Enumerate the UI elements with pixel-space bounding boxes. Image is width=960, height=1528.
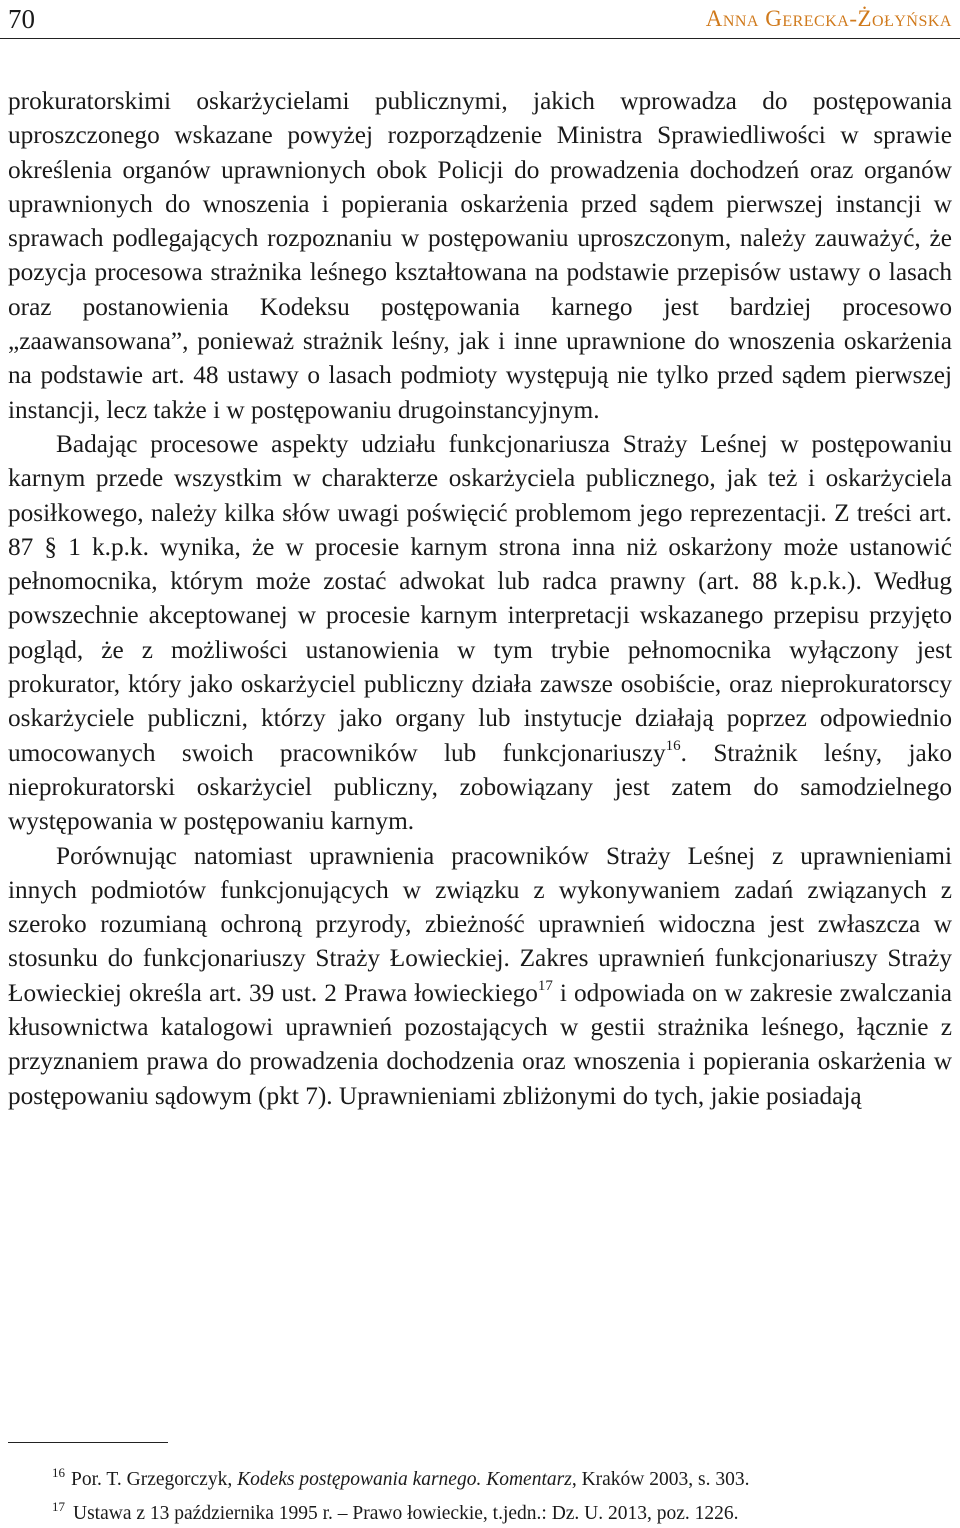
- footnote-number-16: 16: [52, 1465, 65, 1480]
- paragraph-1-text: prokuratorskimi oskarżycielami publicznymi, jakich wprowadza do postępowania uproszczonego wskazane powyżej rozporządzenie Ministra Sprawiedliwości w sprawie określenia organów uprawnionych obok Policji do prowadzenia dochodzeń oraz organów uprawnionych do wnoszenia i popierania oskarżenia przed sądem pierwszej instancji w sprawach podlegających rozpoznaniu w postępowaniu uproszczonym, należy zauważyć, że pozycja procesowa strażnika leśnego kształtowana na podstawie przepisów ustawy o lasach oraz postanowienia Kodeksu postępowania karnego jest bardziej procesowo „zaawansowana”, ponieważ strażnik leśny, jak i inne uprawnione do wnoszenia oskarżenia na podstawie art. 48 ustawy o lasach podmioty występują nie tylko przed sądem pierwszej instancji, lecz także i w postępowaniu drugoinstancyjnym.: [8, 87, 952, 424]
- paragraph-3-text-b: i odpowiada on w zakresie zwalczania kłusownictwa katalogowi uprawnień pozostających w gestii strażnika leśnego, łącznie z przyznaniem prawa do prowadzenia dochodzenia oraz wnoszenia i popierania oskarżenia w postępowaniu sądowym (pkt 7). Uprawnieniami zbliżonymi do tych, jakie posiadają: [8, 978, 952, 1110]
- footnote-16-title: Kodeks postępowania karnego. Komentarz: [237, 1469, 572, 1490]
- paragraph-2: [8, 427, 952, 839]
- running-head: Anna Gerecka-Żołyńska: [705, 6, 952, 31]
- footnote-divider: [8, 1442, 168, 1443]
- footnote-16: [52, 1466, 952, 1493]
- footnote-17: [52, 1500, 952, 1527]
- paragraph-2-text-a: Badając procesowe aspekty udziału funkcjonariusza Straży Leśnej w postępowaniu karnym przede wszystkim w charakterze oskarżyciela publicznego, jak też i oskarżyciela posiłkowego, należy kilka słów uwagi poświęcić problemom jego reprezentacji. Z treści art. 87 § 1 k.p.k. wynika, że w procesie karnym strona inna niż oskarżony może ustanowić pełnomocnika, którym może zostać adwokat lub radca prawny (art. 88 k.p.k.). Według powszechnie akceptowanej w procesie karnym interpretacji wskazanego przepisu przyjęto pogląd, że z możliwości ustanowienia w tym trybie pełnomocnika wyłączony jest prokurator, który jako oskarżyciel publiczny działa zawsze osobiście, oraz nieprokuratorscy oskarżyciele publiczni, którzy jako organy lub instytucje działają poprzez odpowiednio umocowanych swoich pracowników lub funkcjonariuszy: [8, 429, 952, 767]
- page-header: [0, 0, 960, 39]
- footnotes: [52, 1466, 952, 1527]
- paragraph-1: [8, 84, 952, 427]
- page-number: 70: [8, 4, 35, 34]
- footnote-ref-17[interactable]: 17: [537, 977, 553, 994]
- paragraph-3: [8, 839, 952, 1113]
- footnote-ref-16[interactable]: 16: [665, 737, 681, 754]
- footnote-17-text: Ustawa z 13 października 1995 r. – Prawo łowieckie, t.jedn.: Dz. U. 2013, poz. 1226.: [73, 1503, 739, 1524]
- paragraph-2-text-b: . Strażnik leśny, jako nieprokuratorski oskarżyciel publiczny, zobowiązany jest zatem do samodzielnego występowania w postępowaniu karnym.: [8, 738, 952, 836]
- footnote-16-text-a: Por. T. Grzegorczyk,: [71, 1469, 238, 1490]
- footnote-number-17: 17: [52, 1499, 65, 1514]
- footnote-16-text-b: , Kraków 2003, s. 303.: [571, 1469, 750, 1490]
- body-text: [8, 84, 952, 1113]
- paragraph-3-text-a: Porównując natomiast uprawnienia pracowników Straży Leśnej z uprawnieniami innych podmiotów funkcjonujących w związku z wykonywaniem zadań związanych z szeroko rozumianą ochroną przyrody, zbieżność uprawnień widoczna jest zwłaszcza w stosunku do funkcjonariuszy Straży Łowieckiej. Zakres uprawnień funkcjonariuszy Straży Łowieckiej określa art. 39 ust. 2 Prawa łowieckiego: [8, 841, 952, 1007]
